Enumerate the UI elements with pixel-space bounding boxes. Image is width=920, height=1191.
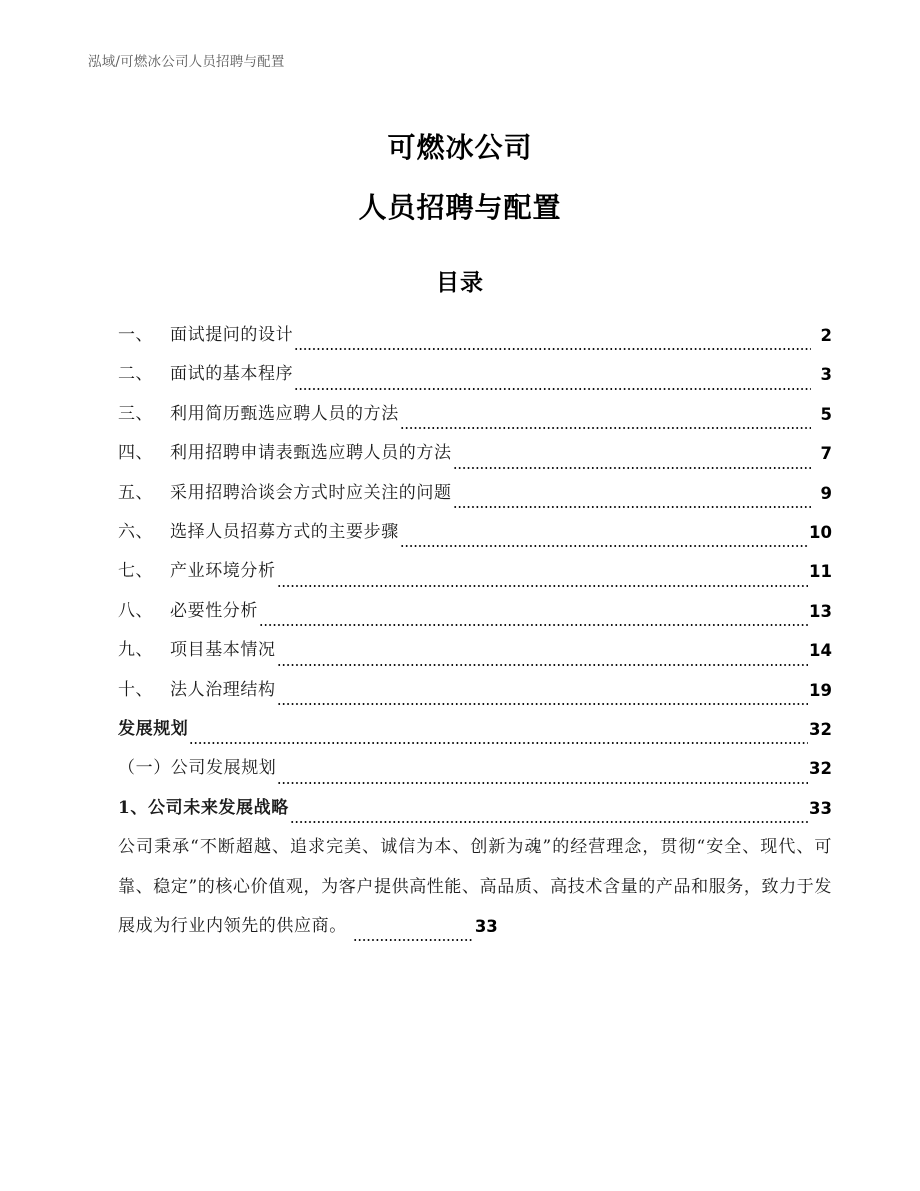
table-of-contents: [118, 316, 832, 947]
toc-page-number: 32: [809, 720, 832, 740]
toc-paragraph-text: 公司秉承“不断超越、追求完美、诚信为本、创新为魂”的经营理念，贯彻“安全、现代、可靠、稳定”的核心价值观，为客户提供高性能、高品质、高技术含量的产品和服务，致力于发展成为行业内领先的供应商。: [118, 837, 832, 937]
toc-dot-leader: [400, 535, 808, 552]
toc-page-number: 14: [809, 641, 832, 661]
toc-page-number: 9: [820, 483, 832, 503]
toc-entry-label: （一）公司发展规划: [118, 758, 277, 779]
toc-entry-label: 面试提问的设计: [170, 325, 294, 345]
toc-entry-label: 产业环境分析: [170, 561, 276, 582]
toc-entry-label: 1、公司未来发展战略: [118, 797, 289, 818]
toc-page-number: 10: [809, 523, 832, 543]
toc-entry-label: 法人治理结构: [170, 679, 276, 700]
toc-entry-label: 采用招聘洽谈会方式时应关注的问题: [170, 482, 452, 503]
toc-dot-leader: [453, 496, 811, 513]
toc-dot-leader: [294, 338, 811, 355]
toc-entry-label: 项目基本情况: [170, 640, 276, 661]
toc-dot-leader: [453, 457, 811, 474]
toc-entry[interactable]: [118, 592, 832, 631]
toc-entry-number: 一、: [118, 325, 153, 345]
document-title-line-2: 人员招聘与配置: [358, 191, 562, 224]
toc-page-number: 11: [809, 562, 832, 582]
toc-page-number: 32: [809, 759, 832, 779]
toc-entry[interactable]: [118, 710, 832, 749]
toc-entry[interactable]: [118, 631, 832, 670]
toc-dot-leader: [277, 654, 808, 671]
toc-entry-number: 七、: [118, 561, 153, 582]
toc-entry-number: 十、: [118, 679, 153, 700]
toc-dot-leader: [353, 930, 473, 947]
toc-dot-leader: [294, 378, 811, 395]
toc-entry-label: 发展规划: [118, 719, 189, 740]
toc-entry-label: 选择人员招募方式的主要步骤: [170, 522, 399, 543]
toc-entry[interactable]: [118, 789, 832, 828]
toc-dot-leader: [277, 772, 808, 789]
toc-entry-number: 九、: [118, 640, 153, 661]
toc-entry[interactable]: [118, 671, 832, 710]
document-title-line-1: 可燃冰公司: [387, 131, 533, 164]
toc-paragraph-tail: [347, 907, 498, 946]
toc-entry[interactable]: [118, 434, 832, 473]
toc-page-number: 7: [820, 444, 832, 464]
toc-entry-label: 面试的基本程序: [170, 364, 294, 385]
toc-entry-number: 三、: [118, 403, 153, 424]
toc-page-number: 13: [809, 601, 832, 621]
toc-entry-label: 必要性分析: [170, 600, 258, 621]
toc-dot-leader: [189, 732, 808, 749]
toc-entry[interactable]: [118, 552, 832, 591]
toc-entry[interactable]: [118, 316, 832, 355]
toc-entry-number: 四、: [118, 443, 153, 464]
toc-entry[interactable]: [118, 749, 832, 788]
toc-page-number: 5: [820, 404, 832, 424]
toc-page-number: 3: [820, 365, 832, 385]
toc-entry-number: 五、: [118, 482, 153, 503]
toc-entry-label: 利用招聘申请表甄选应聘人员的方法: [170, 443, 452, 464]
toc-entry[interactable]: [118, 395, 832, 434]
toc-dot-leader: [290, 811, 808, 828]
toc-page-number: 33: [809, 798, 832, 818]
title-block: [0, 118, 920, 238]
toc-entry-number: 八、: [118, 600, 153, 621]
toc-paragraph-entry[interactable]: [118, 828, 832, 946]
running-header: 泓域/可燃冰公司人员招聘与配置: [88, 54, 285, 70]
toc-dot-leader: [277, 575, 808, 592]
toc-entry-number: 二、: [118, 364, 153, 385]
toc-page-number: 19: [809, 680, 832, 700]
toc-heading: 目录: [436, 270, 484, 296]
toc-dot-leader: [259, 614, 808, 631]
toc-entry[interactable]: [118, 474, 832, 513]
toc-entry-number: 六、: [118, 522, 153, 543]
toc-dot-leader: [400, 417, 811, 434]
toc-entry[interactable]: [118, 355, 832, 394]
toc-entry-label: 利用简历甄选应聘人员的方法: [170, 403, 399, 424]
toc-page-number: 33: [474, 917, 498, 937]
toc-page-number: 2: [820, 326, 832, 345]
toc-entry[interactable]: [118, 513, 832, 552]
toc-dot-leader: [277, 693, 808, 710]
